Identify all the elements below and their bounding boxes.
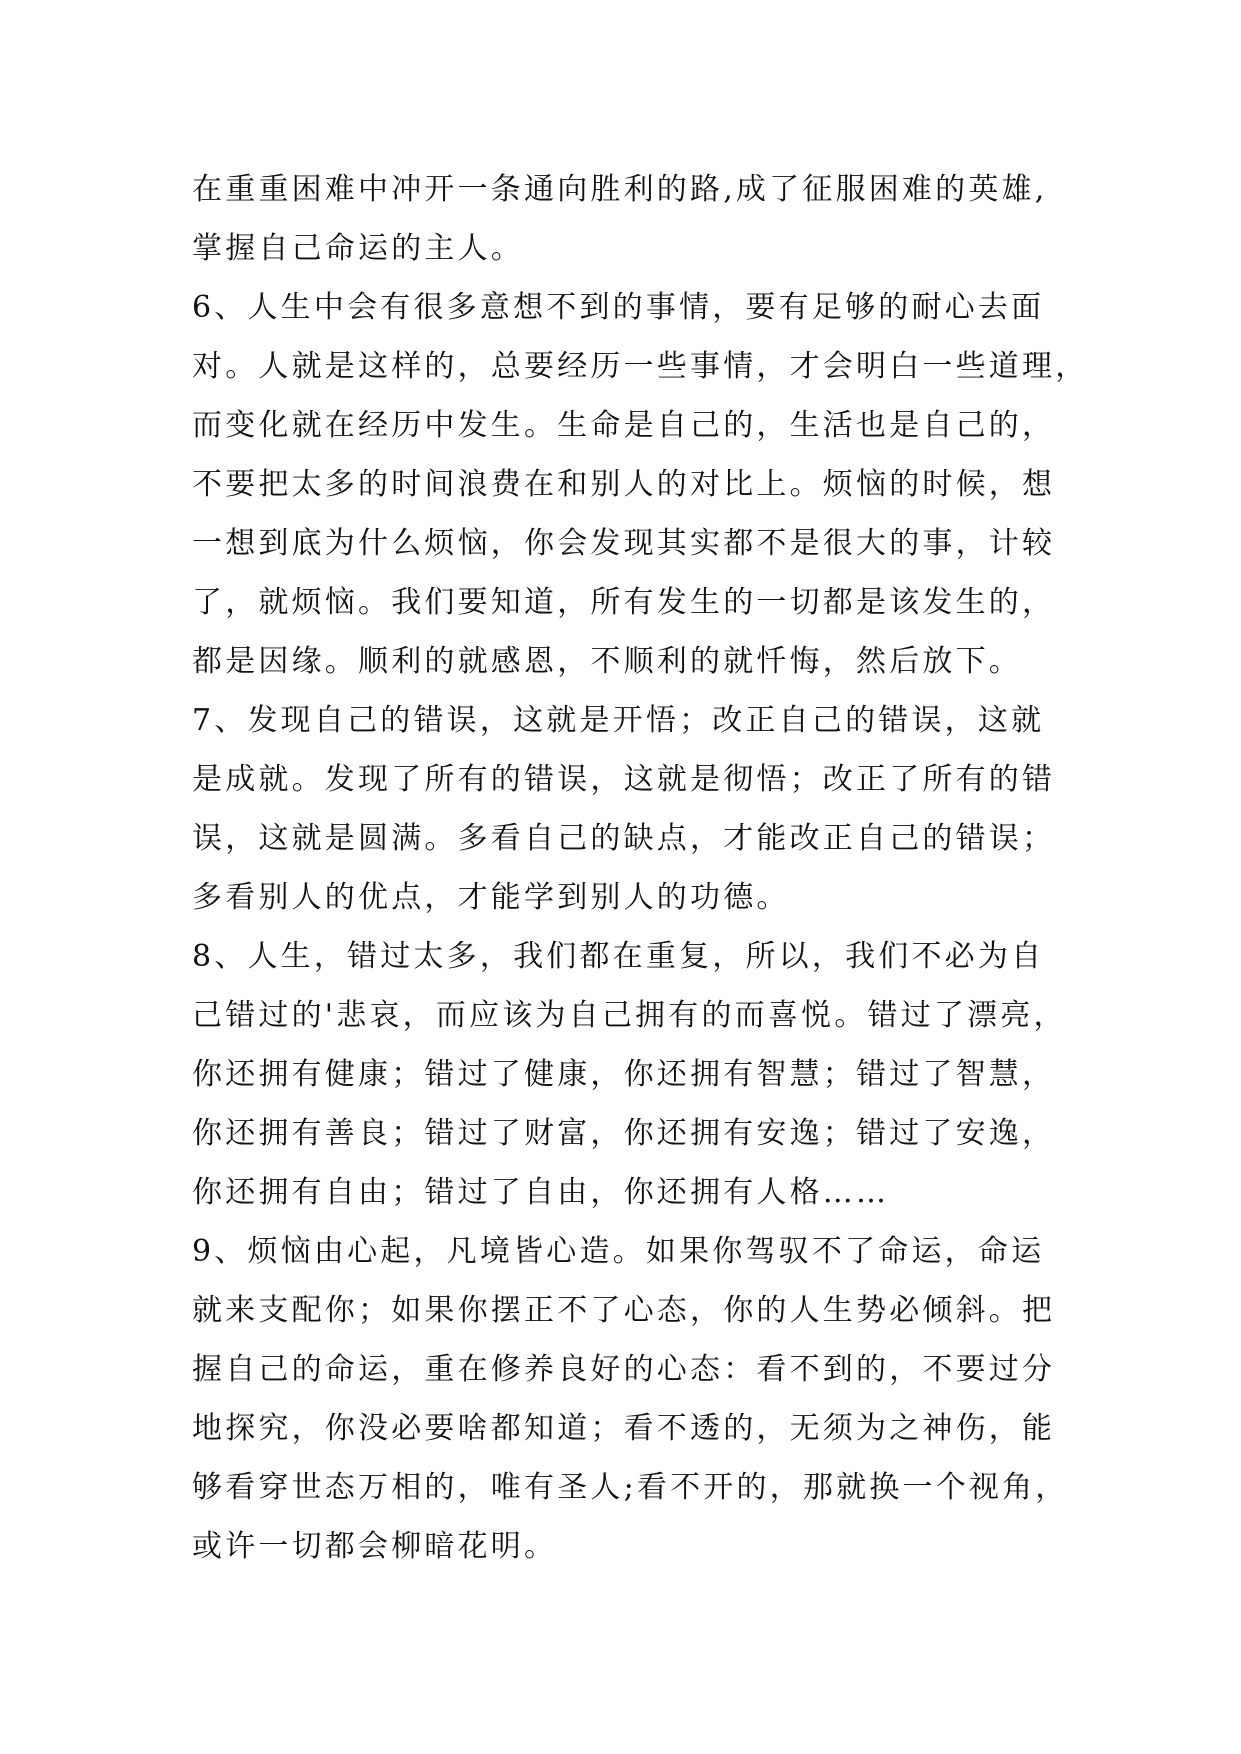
text-line: 己错过的'悲哀，而应该为自己拥有的而喜悦。错过了漂亮， (192, 998, 1067, 1033)
text-line: 都是因缘。顺利的就感恩，不顺利的就忏悔，然后放下。 (192, 644, 1022, 679)
text-line: 握自己的命运，重在修养良好的心态：看不到的，不要过分 (192, 1352, 1056, 1387)
text-line: 你还拥有健康；错过了健康，你还拥有智慧；错过了智慧， (192, 1057, 1056, 1092)
text-line: 就来支配你；如果你摆正不了心态，你的人生势必倾斜。把 (192, 1293, 1056, 1328)
text-line: 对。人就是这样的，总要经历一些事情，才会明白一些道理， (192, 349, 1089, 384)
body-text (192, 160, 1089, 1576)
text-line: 7、发现自己的错误，这就是开悟；改正自己的错误，这就 (192, 703, 1045, 738)
text-line: 不要把太多的时间浪费在和别人的对比上。烦恼的时候，想 (192, 467, 1056, 502)
text-line: 多看别人的优点，才能学到别人的功德。 (192, 880, 790, 915)
text-line: 掌握自己命运的主人。 (192, 231, 524, 266)
text-line: 一想到底为什么烦恼，你会发现其实都不是很大的事，计较 (192, 526, 1056, 561)
text-line: 地探究，你没必要啥都知道；看不透的，无须为之神伤，能 (192, 1411, 1056, 1446)
text-line: 了，就烦恼。我们要知道，所有发生的一切都是该发生的， (192, 585, 1056, 620)
text-line: 而变化就在经历中发生。生命是自己的，生活也是自己的， (192, 408, 1056, 443)
text-line: 是成就。发现了所有的错误，这就是彻悟；改正了所有的错 (192, 762, 1056, 797)
text-line: 你还拥有善良；错过了财富，你还拥有安逸；错过了安逸， (192, 1116, 1056, 1151)
text-line: 在重重困难中冲开一条通向胜利的路,成了征服困难的英雄, (192, 172, 1048, 207)
text-line: 你还拥有自由；错过了自由，你还拥有人格…… (192, 1175, 890, 1210)
text-line: 9、烦恼由心起，凡境皆心造。如果你驾驭不了命运，命运 (192, 1234, 1045, 1269)
text-line: 误，这就是圆满。多看自己的缺点，才能改正自己的错误； (192, 821, 1056, 856)
text-line: 够看穿世态万相的，唯有圣人;看不开的，那就换一个视角， (192, 1470, 1069, 1505)
text-line: 8、人生，错过太多，我们都在重复，所以，我们不必为自 (192, 939, 1045, 974)
text-line: 或许一切都会柳暗花明。 (192, 1529, 558, 1564)
text-line: 6、人生中会有很多意想不到的事情，要有足够的耐心去面 (192, 290, 1045, 325)
